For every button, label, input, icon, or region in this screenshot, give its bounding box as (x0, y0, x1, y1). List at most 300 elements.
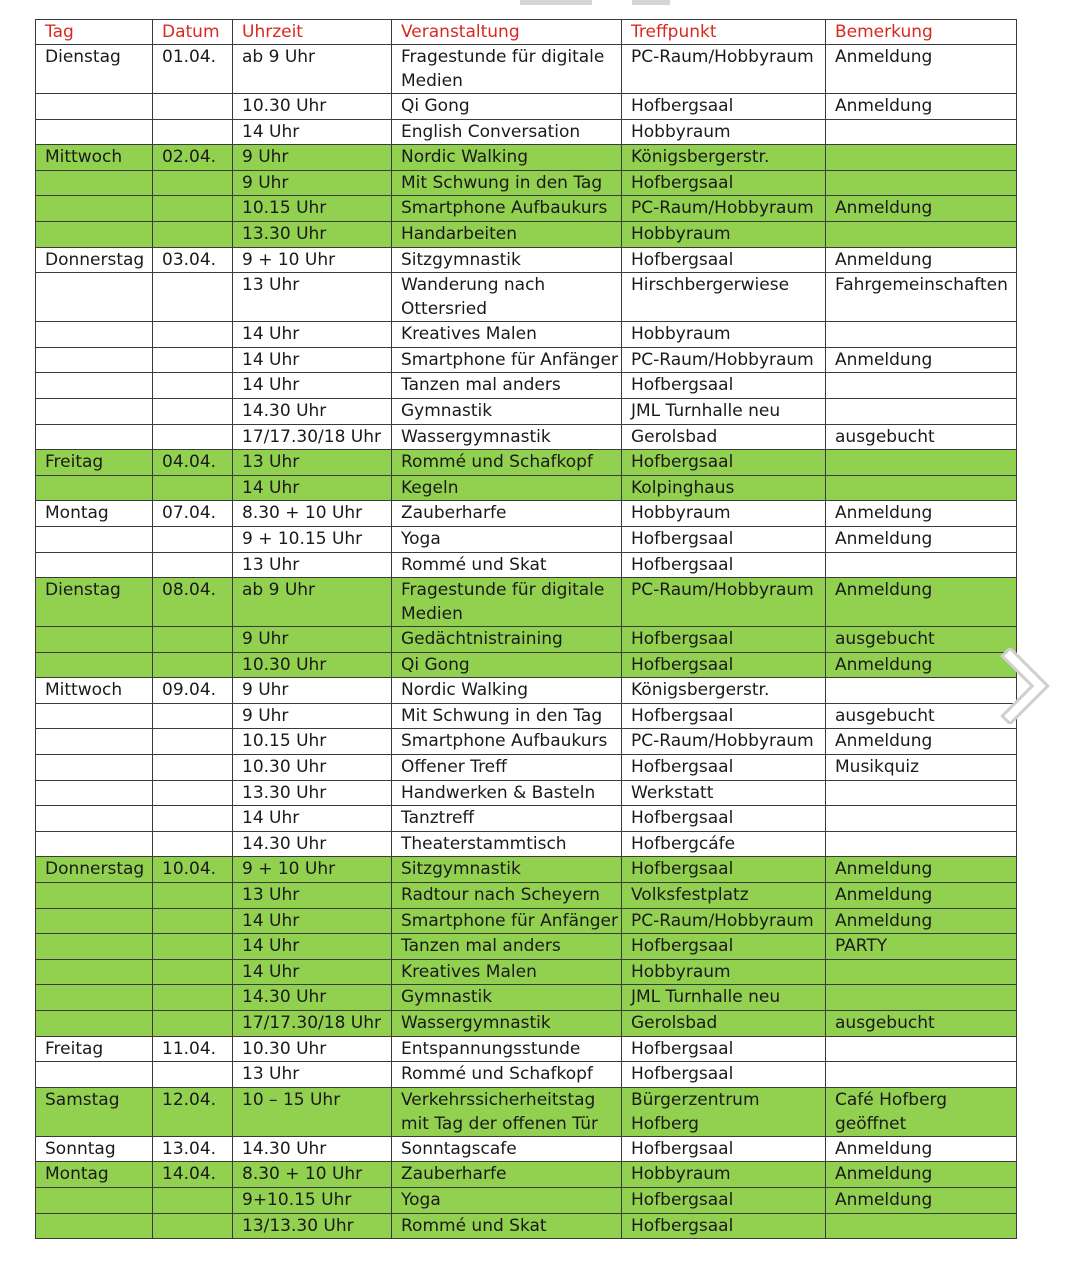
uhrzeit-cell: 9 + 10 Uhr (233, 857, 392, 883)
treffpunkt-cell: Hofbergsaal (622, 806, 826, 832)
datum-cell (153, 552, 233, 578)
table-row (36, 1187, 1017, 1213)
bemerkung-cell (826, 221, 1017, 247)
bemerkung-cell (826, 806, 1017, 832)
treffpunkt-cell: Hofbergsaal (622, 526, 826, 552)
tag-cell (36, 831, 153, 857)
bemerkung-cell: Anmeldung (826, 857, 1017, 883)
table-row (36, 398, 1017, 424)
datum-cell (153, 883, 233, 909)
veranstaltung-cell: Theaterstammtisch (392, 831, 622, 857)
datum-cell (153, 959, 233, 985)
table-row (36, 652, 1017, 678)
treffpunkt-cell: Hofbergsaal (622, 1062, 826, 1088)
tag-cell (36, 959, 153, 985)
table-row (36, 857, 1017, 883)
veranstaltung-cell: Rommé und Skat (392, 1213, 622, 1239)
veranstaltung-cell: Kreatives Malen (392, 322, 622, 348)
uhrzeit-cell: 14.30 Uhr (233, 398, 392, 424)
treffpunkt-cell: PC-Raum/Hobbyraum (622, 45, 826, 94)
treffpunkt-cell: PC-Raum/Hobbyraum (622, 908, 826, 934)
table-row (36, 1011, 1017, 1037)
uhrzeit-cell: 14 Uhr (233, 347, 392, 373)
veranstaltung-cell: Handarbeiten (392, 221, 622, 247)
table-row (36, 883, 1017, 909)
uhrzeit-cell: 14 Uhr (233, 934, 392, 960)
bemerkung-cell: PARTY (826, 934, 1017, 960)
veranstaltung-cell: Fragestunde für digitale Medien (392, 578, 622, 627)
tag-cell (36, 1062, 153, 1088)
veranstaltung-cell: Tanzen mal anders (392, 934, 622, 960)
treffpunkt-cell: Hofbergsaal (622, 703, 826, 729)
table-row (36, 729, 1017, 755)
table-row (36, 170, 1017, 196)
uhrzeit-cell: 14.30 Uhr (233, 985, 392, 1011)
treffpunkt-cell: Hofbergsaal (622, 1136, 826, 1162)
uhrzeit-cell: 10 – 15 Uhr (233, 1087, 392, 1136)
tag-cell (36, 526, 153, 552)
veranstaltung-cell: Fragestunde für digitale Medien (392, 45, 622, 94)
treffpunkt-cell: Königsbergerstr. (622, 678, 826, 704)
tag-cell (36, 119, 153, 145)
datum-cell (153, 652, 233, 678)
bemerkung-cell: Anmeldung (826, 45, 1017, 94)
veranstaltung-cell: English Conversation (392, 119, 622, 145)
bemerkung-cell: Anmeldung (826, 1187, 1017, 1213)
treffpunkt-cell: JML Turnhalle neu (622, 398, 826, 424)
tag-cell (36, 424, 153, 450)
datum-cell (153, 398, 233, 424)
uhrzeit-cell: 14.30 Uhr (233, 831, 392, 857)
uhrzeit-cell: 14 Uhr (233, 322, 392, 348)
bemerkung-cell: Fahrgemeinschaften (826, 273, 1017, 322)
treffpunkt-cell: Bürgerzentrum Hofberg (622, 1087, 826, 1136)
treffpunkt-cell: Hofbergsaal (622, 1187, 826, 1213)
datum-cell (153, 755, 233, 781)
treffpunkt-cell: Hofbergsaal (622, 552, 826, 578)
tag-cell (36, 652, 153, 678)
veranstaltung-cell: Offener Treff (392, 755, 622, 781)
tag-cell: Sonntag (36, 1136, 153, 1162)
datum-cell (153, 347, 233, 373)
tag-cell (36, 985, 153, 1011)
datum-cell (153, 424, 233, 450)
treffpunkt-cell: PC-Raum/Hobbyraum (622, 729, 826, 755)
datum-cell: 02.04. (153, 145, 233, 171)
tag-cell (36, 552, 153, 578)
tag-cell (36, 1213, 153, 1239)
uhrzeit-cell: 8.30 + 10 Uhr (233, 501, 392, 527)
bemerkung-cell: Anmeldung (826, 1162, 1017, 1188)
uhrzeit-cell: 9+10.15 Uhr (233, 1187, 392, 1213)
datum-cell: 13.04. (153, 1136, 233, 1162)
treffpunkt-cell: Gerolsbad (622, 424, 826, 450)
datum-cell (153, 729, 233, 755)
treffpunkt-cell: PC-Raum/Hobbyraum (622, 578, 826, 627)
datum-cell (153, 1213, 233, 1239)
table-row (36, 578, 1017, 627)
tag-cell: Freitag (36, 1036, 153, 1062)
tag-cell: Freitag (36, 450, 153, 476)
datum-cell: 03.04. (153, 247, 233, 273)
veranstaltung-cell: Smartphone für Anfänger (392, 908, 622, 934)
table-row (36, 247, 1017, 273)
bemerkung-cell (826, 145, 1017, 171)
table-row (36, 1136, 1017, 1162)
bemerkung-cell: Café Hofberg geöffnet (826, 1087, 1017, 1136)
uhrzeit-cell: ab 9 Uhr (233, 45, 392, 94)
veranstaltung-cell: Wassergymnastik (392, 424, 622, 450)
treffpunkt-cell: Hofbergsaal (622, 627, 826, 653)
treffpunkt-cell: Hofbergsaal (622, 247, 826, 273)
uhrzeit-cell: 14.30 Uhr (233, 1136, 392, 1162)
table-row (36, 196, 1017, 222)
veranstaltung-cell: Zauberharfe (392, 501, 622, 527)
tag-cell (36, 729, 153, 755)
veranstaltung-cell: Qi Gong (392, 652, 622, 678)
veranstaltung-cell: Qi Gong (392, 94, 622, 120)
tag-cell (36, 703, 153, 729)
bemerkung-cell (826, 475, 1017, 501)
veranstaltung-cell: Yoga (392, 526, 622, 552)
datum-cell (153, 831, 233, 857)
bemerkung-cell (826, 170, 1017, 196)
veranstaltung-cell: Gedächtnistraining (392, 627, 622, 653)
table-row (36, 119, 1017, 145)
tag-cell: Donnerstag (36, 857, 153, 883)
uhrzeit-cell: 8.30 + 10 Uhr (233, 1162, 392, 1188)
datum-cell: 07.04. (153, 501, 233, 527)
bemerkung-cell (826, 398, 1017, 424)
treffpunkt-cell: Volksfestplatz (622, 883, 826, 909)
bemerkung-cell: ausgebucht (826, 627, 1017, 653)
table-body (36, 45, 1017, 1239)
bemerkung-cell: Anmeldung (826, 908, 1017, 934)
bemerkung-cell: Anmeldung (826, 729, 1017, 755)
datum-cell (153, 196, 233, 222)
table-row (36, 1162, 1017, 1188)
treffpunkt-cell: Hofbergsaal (622, 652, 826, 678)
veranstaltung-cell: Handwerken & Basteln (392, 780, 622, 806)
veranstaltung-cell: Kreatives Malen (392, 959, 622, 985)
veranstaltung-cell: Mit Schwung in den Tag (392, 703, 622, 729)
tag-cell (36, 398, 153, 424)
table-row (36, 831, 1017, 857)
datum-cell (153, 94, 233, 120)
table-row (36, 1062, 1017, 1088)
uhrzeit-cell: 10.15 Uhr (233, 196, 392, 222)
treffpunkt-cell: Hofbergcáfe (622, 831, 826, 857)
datum-cell (153, 806, 233, 832)
veranstaltung-cell: Zauberharfe (392, 1162, 622, 1188)
uhrzeit-cell: 13 Uhr (233, 450, 392, 476)
uhrzeit-cell: 14 Uhr (233, 806, 392, 832)
datum-cell (153, 322, 233, 348)
datum-cell: 01.04. (153, 45, 233, 94)
datum-cell (153, 170, 233, 196)
veranstaltung-cell: Gymnastik (392, 985, 622, 1011)
tag-cell (36, 755, 153, 781)
datum-cell: 14.04. (153, 1162, 233, 1188)
bemerkung-cell (826, 373, 1017, 399)
treffpunkt-cell: Hofbergsaal (622, 1213, 826, 1239)
treffpunkt-cell: Hofbergsaal (622, 857, 826, 883)
treffpunkt-cell: Hobbyraum (622, 322, 826, 348)
uhrzeit-cell: ab 9 Uhr (233, 578, 392, 627)
bemerkung-cell: Musikquiz (826, 755, 1017, 781)
uhrzeit-cell: 14 Uhr (233, 908, 392, 934)
bemerkung-cell (826, 1036, 1017, 1062)
bemerkung-cell (826, 831, 1017, 857)
tag-cell (36, 347, 153, 373)
uhrzeit-cell: 9 Uhr (233, 627, 392, 653)
uhrzeit-cell: 13 Uhr (233, 552, 392, 578)
datum-cell (153, 1187, 233, 1213)
datum-cell: 08.04. (153, 578, 233, 627)
datum-cell: 12.04. (153, 1087, 233, 1136)
uhrzeit-cell: 9 Uhr (233, 170, 392, 196)
datum-cell: 09.04. (153, 678, 233, 704)
veranstaltung-cell: Nordic Walking (392, 678, 622, 704)
veranstaltung-cell: Smartphone für Anfänger (392, 347, 622, 373)
bemerkung-cell (826, 1213, 1017, 1239)
veranstaltung-cell: Rommé und Schafkopf (392, 1062, 622, 1088)
treffpunkt-cell: Hobbyraum (622, 501, 826, 527)
datum-cell (153, 475, 233, 501)
uhrzeit-cell: 9 + 10 Uhr (233, 247, 392, 273)
treffpunkt-cell: Hofbergsaal (622, 755, 826, 781)
treffpunkt-cell: Hofbergsaal (622, 373, 826, 399)
treffpunkt-cell: Hobbyraum (622, 221, 826, 247)
veranstaltung-cell: Radtour nach Scheyern (392, 883, 622, 909)
treffpunkt-cell: Kolpinghaus (622, 475, 826, 501)
uhrzeit-cell: 14 Uhr (233, 373, 392, 399)
uhrzeit-cell: 10.30 Uhr (233, 1036, 392, 1062)
bemerkung-cell: Anmeldung (826, 1136, 1017, 1162)
veranstaltung-cell: Sitzgymnastik (392, 247, 622, 273)
bemerkung-cell (826, 1062, 1017, 1088)
tag-cell (36, 475, 153, 501)
table-row (36, 145, 1017, 171)
uhrzeit-cell: 9 Uhr (233, 145, 392, 171)
tag-cell (36, 934, 153, 960)
bemerkung-cell (826, 322, 1017, 348)
tag-cell (36, 373, 153, 399)
bemerkung-cell: Anmeldung (826, 526, 1017, 552)
uhrzeit-cell: 9 Uhr (233, 678, 392, 704)
uhrzeit-cell: 10.15 Uhr (233, 729, 392, 755)
uhrzeit-cell: 13.30 Uhr (233, 221, 392, 247)
bemerkung-cell: Anmeldung (826, 883, 1017, 909)
veranstaltung-cell: Smartphone Aufbaukurs (392, 196, 622, 222)
veranstaltung-cell: Tanzen mal anders (392, 373, 622, 399)
tag-cell: Montag (36, 501, 153, 527)
bemerkung-cell: Anmeldung (826, 94, 1017, 120)
tag-cell (36, 627, 153, 653)
veranstaltung-cell: Wanderung nach Ottersried (392, 273, 622, 322)
tag-cell (36, 94, 153, 120)
bemerkung-cell (826, 552, 1017, 578)
header-veranstaltung: Veranstaltung (392, 20, 622, 45)
tag-cell (36, 1011, 153, 1037)
bemerkung-cell: Anmeldung (826, 578, 1017, 627)
treffpunkt-cell: Hofbergsaal (622, 94, 826, 120)
table-row (36, 221, 1017, 247)
veranstaltung-cell: Rommé und Schafkopf (392, 450, 622, 476)
datum-cell: 11.04. (153, 1036, 233, 1062)
table-row (36, 703, 1017, 729)
bemerkung-cell (826, 450, 1017, 476)
table-row (36, 1036, 1017, 1062)
uhrzeit-cell: 10.30 Uhr (233, 94, 392, 120)
veranstaltung-cell: Rommé und Skat (392, 552, 622, 578)
table-row (36, 806, 1017, 832)
treffpunkt-cell: Königsbergerstr. (622, 145, 826, 171)
header-tag: Tag (36, 20, 153, 45)
tag-cell: Dienstag (36, 578, 153, 627)
table-row (36, 1213, 1017, 1239)
bemerkung-cell: ausgebucht (826, 703, 1017, 729)
veranstaltung-cell: Mit Schwung in den Tag (392, 170, 622, 196)
bemerkung-cell (826, 959, 1017, 985)
datum-cell: 10.04. (153, 857, 233, 883)
treffpunkt-cell: Hobbyraum (622, 1162, 826, 1188)
table-row (36, 780, 1017, 806)
tag-cell (36, 883, 153, 909)
table-header-row (36, 20, 1017, 45)
tag-cell: Montag (36, 1162, 153, 1188)
veranstaltung-cell: Smartphone Aufbaukurs (392, 729, 622, 755)
uhrzeit-cell: 9 Uhr (233, 703, 392, 729)
bemerkung-cell (826, 985, 1017, 1011)
table-row (36, 908, 1017, 934)
datum-cell (153, 985, 233, 1011)
bemerkung-cell: Anmeldung (826, 247, 1017, 273)
tag-cell: Mittwoch (36, 678, 153, 704)
table-row (36, 755, 1017, 781)
table-row (36, 526, 1017, 552)
treffpunkt-cell: Hobbyraum (622, 119, 826, 145)
top-divider-mark (520, 0, 592, 5)
uhrzeit-cell: 13.30 Uhr (233, 780, 392, 806)
table-row (36, 475, 1017, 501)
tag-cell (36, 322, 153, 348)
datum-cell (153, 703, 233, 729)
uhrzeit-cell: 10.30 Uhr (233, 652, 392, 678)
treffpunkt-cell: JML Turnhalle neu (622, 985, 826, 1011)
table-row (36, 678, 1017, 704)
treffpunkt-cell: Hobbyraum (622, 959, 826, 985)
treffpunkt-cell: Gerolsbad (622, 1011, 826, 1037)
datum-cell (153, 119, 233, 145)
tag-cell (36, 806, 153, 832)
datum-cell (153, 780, 233, 806)
veranstaltung-cell: Yoga (392, 1187, 622, 1213)
tag-cell (36, 1187, 153, 1213)
table-row (36, 501, 1017, 527)
table-row (36, 322, 1017, 348)
veranstaltung-cell: Tanztreff (392, 806, 622, 832)
bemerkung-cell: Anmeldung (826, 196, 1017, 222)
header-datum: Datum (153, 20, 233, 45)
tag-cell (36, 908, 153, 934)
top-divider-mark (632, 0, 670, 5)
table-row (36, 424, 1017, 450)
uhrzeit-cell: 13 Uhr (233, 883, 392, 909)
veranstaltung-cell: Nordic Walking (392, 145, 622, 171)
datum-cell (153, 373, 233, 399)
treffpunkt-cell: Hofbergsaal (622, 934, 826, 960)
veranstaltung-cell: Sonntagscafe (392, 1136, 622, 1162)
uhrzeit-cell: 17/17.30/18 Uhr (233, 424, 392, 450)
table-row (36, 627, 1017, 653)
uhrzeit-cell: 10.30 Uhr (233, 755, 392, 781)
table-row (36, 934, 1017, 960)
tag-cell: Dienstag (36, 45, 153, 94)
table-row (36, 273, 1017, 322)
datum-cell (153, 1011, 233, 1037)
veranstaltung-cell: Wassergymnastik (392, 1011, 622, 1037)
bemerkung-cell: Anmeldung (826, 501, 1017, 527)
header-bemerkung: Bemerkung (826, 20, 1017, 45)
uhrzeit-cell: 14 Uhr (233, 119, 392, 145)
treffpunkt-cell: Hofbergsaal (622, 170, 826, 196)
event-schedule-table (35, 19, 1017, 1239)
tag-cell: Donnerstag (36, 247, 153, 273)
uhrzeit-cell: 9 + 10.15 Uhr (233, 526, 392, 552)
tag-cell (36, 273, 153, 322)
datum-cell (153, 627, 233, 653)
treffpunkt-cell: Werkstatt (622, 780, 826, 806)
bemerkung-cell: Anmeldung (826, 347, 1017, 373)
datum-cell (153, 221, 233, 247)
tag-cell (36, 170, 153, 196)
tag-cell: Samstag (36, 1087, 153, 1136)
datum-cell: 04.04. (153, 450, 233, 476)
veranstaltung-cell: Entspannungsstunde (392, 1036, 622, 1062)
treffpunkt-cell: Hirschbergerwiese (622, 273, 826, 322)
header-uhrzeit: Uhrzeit (233, 20, 392, 45)
datum-cell (153, 908, 233, 934)
treffpunkt-cell: PC-Raum/Hobbyraum (622, 196, 826, 222)
datum-cell (153, 1062, 233, 1088)
veranstaltung-cell: Verkehrssicherheitstag mit Tag der offenen Tür (392, 1087, 622, 1136)
bemerkung-cell (826, 678, 1017, 704)
tag-cell (36, 221, 153, 247)
uhrzeit-cell: 13/13.30 Uhr (233, 1213, 392, 1239)
veranstaltung-cell: Sitzgymnastik (392, 857, 622, 883)
bemerkung-cell: Anmeldung (826, 652, 1017, 678)
uhrzeit-cell: 14 Uhr (233, 475, 392, 501)
table-row (36, 1087, 1017, 1136)
treffpunkt-cell: PC-Raum/Hobbyraum (622, 347, 826, 373)
tag-cell (36, 196, 153, 222)
bemerkung-cell: ausgebucht (826, 1011, 1017, 1037)
uhrzeit-cell: 13 Uhr (233, 1062, 392, 1088)
tag-cell (36, 780, 153, 806)
table-row (36, 373, 1017, 399)
tag-cell: Mittwoch (36, 145, 153, 171)
uhrzeit-cell: 17/17.30/18 Uhr (233, 1011, 392, 1037)
bemerkung-cell (826, 780, 1017, 806)
uhrzeit-cell: 14 Uhr (233, 959, 392, 985)
table-row (36, 985, 1017, 1011)
bemerkung-cell (826, 119, 1017, 145)
chevron-right-icon[interactable] (996, 648, 1052, 724)
bemerkung-cell: ausgebucht (826, 424, 1017, 450)
table-row (36, 959, 1017, 985)
veranstaltung-cell: Kegeln (392, 475, 622, 501)
